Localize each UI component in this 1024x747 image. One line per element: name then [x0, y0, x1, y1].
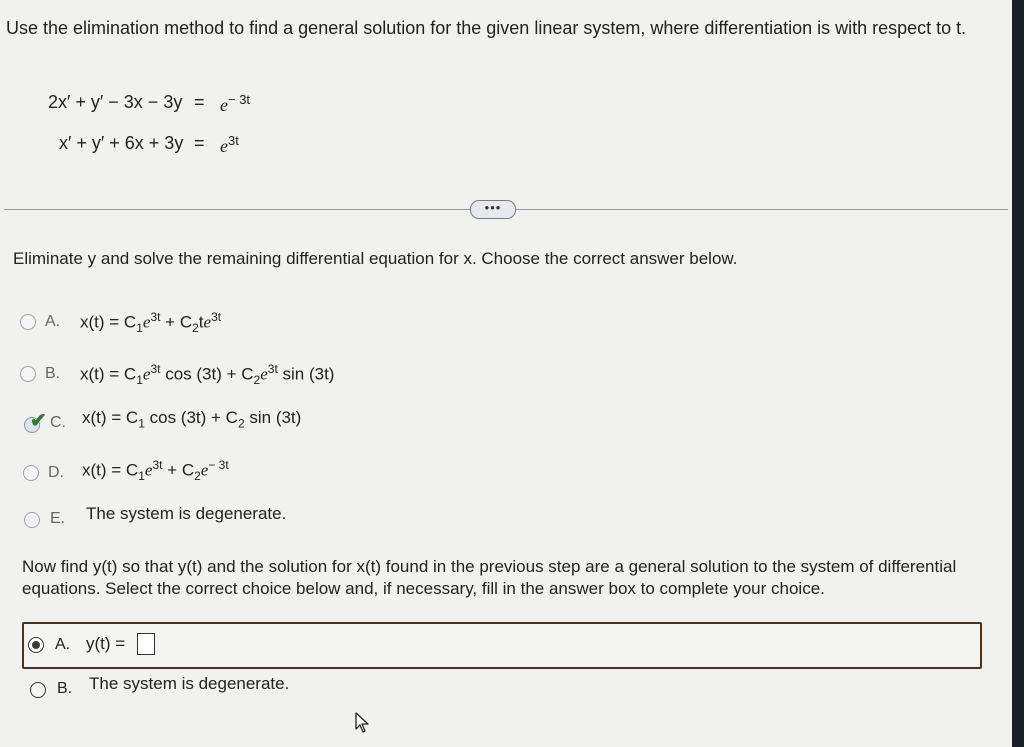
equation-1-rhs: [220, 92, 250, 116]
screen-edge: [1012, 0, 1024, 747]
part2-option-b-text: The system is degenerate.: [89, 674, 290, 693]
equation-1-exponent: − 3t: [228, 92, 251, 107]
option-a-letter: A.: [45, 313, 61, 330]
mouse-pointer-icon: [354, 712, 370, 734]
option-e-letter: E.: [50, 510, 66, 527]
equation-1: [48, 92, 251, 115]
y-answer-input[interactable]: [137, 633, 155, 655]
option-b-letter: B.: [45, 365, 61, 382]
option-d-answer: $x(t) = C_1e^{3t} + C_2e^{- 3t}$: [82, 458, 229, 484]
option-d-letter: D.: [48, 464, 64, 481]
option-d-radio[interactable]: [23, 465, 39, 481]
equation-2-lhs: x′ + y′ + 6x + 3y: [59, 133, 184, 153]
option-a-radio[interactable]: [20, 314, 36, 330]
part2-option-b-letter: B.: [57, 680, 73, 697]
part2-option-a-label: y(t) =: [86, 634, 126, 653]
equation-1-lhs: 2x′ + y′ − 3x − 3y: [48, 92, 183, 112]
part2-question: Now find y(t) so that y(t) and the solution for x(t) found in the previous step are a general solution to the system of differential equations. Select the correct choice below and, if necessary, fill in the answer box to complete your choice.: [22, 557, 957, 598]
equation-1-equals: =: [194, 92, 205, 112]
option-e-text: The system is degenerate.: [86, 504, 287, 523]
option-e-radio[interactable]: [24, 512, 40, 528]
option-c-letter: C.: [50, 414, 66, 431]
equation-2-base: e: [220, 136, 228, 156]
more-button[interactable]: •••: [470, 200, 516, 219]
option-c-answer: $x(t) = C_1$ $\cos (3t) + C_2$ sin (3t): [82, 408, 302, 431]
selected-answer-box: [22, 622, 982, 669]
part1-question: Eliminate y and solve the remaining differential equation for x. Choose the correct answer below.: [13, 249, 738, 268]
problem-prompt: Use the elimination method to find a general solution for the given linear system, where differentiation is with respect to t.: [6, 18, 967, 38]
part2-option-a-letter: A.: [55, 636, 71, 653]
part2-option-b-radio[interactable]: [30, 682, 46, 698]
option-a-answer: $x(t) = C_1e^{3t} + C_2te^{3t}$: [80, 310, 222, 336]
equation-2: [59, 133, 239, 156]
equation-2-exponent: 3t: [228, 133, 239, 148]
option-b-radio[interactable]: [20, 366, 36, 382]
equation-2-equals: =: [194, 133, 205, 153]
equation-2-rhs: [220, 133, 239, 157]
equation-1-base: e: [220, 95, 228, 115]
correct-check-icon: ✔: [30, 410, 47, 432]
part2-option-a-radio[interactable]: [28, 637, 44, 653]
option-b-answer: $x(t) = C_1e^{3t}$ $\cos (3t) + C_2e^{3t}$ sin (3t): [80, 362, 335, 388]
